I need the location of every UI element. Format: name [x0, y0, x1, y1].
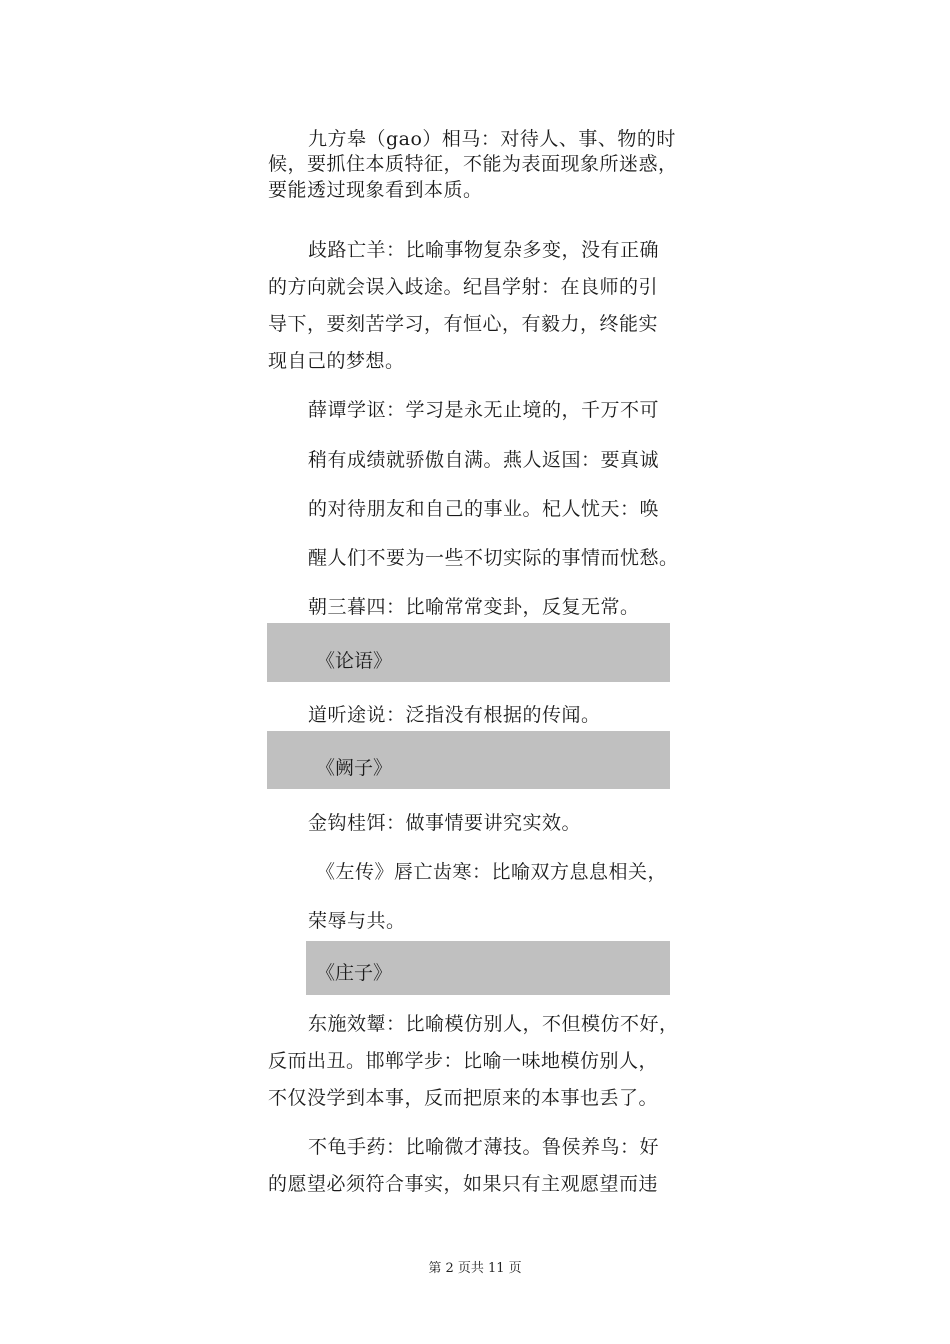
text-line: 候，要抓住本质特征，不能为表面现象所迷惑， [268, 153, 678, 175]
text-line: 的愿望必须符合事实，如果只有主观愿望而违 [268, 1173, 659, 1195]
text-line: 朝三暮四：比喻常常变卦，反复无常。 [308, 596, 640, 618]
text-line: 醒人们不要为一些不切实际的事情而忧愁。 [308, 547, 679, 569]
section-heading-title: 《论语》 [316, 650, 393, 672]
section-heading-title: 《庄子》 [316, 962, 393, 984]
text-line: 金钩桂饵：做事情要讲究实效。 [308, 812, 582, 834]
text-line: 导下，要刻苦学习，有恒心，有毅力，终能实 [268, 313, 659, 335]
text-line: 不仅没学到本事，反而把原来的本事也丢了。 [268, 1087, 659, 1109]
text-line: 歧路亡羊：比喻事物复杂多变，没有正确 [308, 239, 660, 261]
text-line: 稍有成绩就骄傲自满。燕人返国：要真诚 [308, 449, 660, 471]
text-line: 要能透过现象看到本质。 [268, 179, 483, 201]
text-line: 的方向就会误入歧途。纪昌学射：在良师的引 [268, 276, 659, 298]
text-line: 的对待朋友和自己的事业。杞人忧天：唤 [308, 498, 660, 520]
text-line: 九方皋（gao）相马：对待人、事、物的时 [308, 128, 676, 150]
text-line: 反而出丑。邯郸学步：比喻一味地模仿别人， [268, 1050, 659, 1072]
section-heading-title: 《阙子》 [316, 757, 393, 779]
text-line: 薛谭学讴：学习是永无止境的，千万不可 [308, 399, 660, 421]
text-line: 不龟手药：比喻微才薄技。鲁侯养鸟：好 [308, 1136, 660, 1158]
text-line: 东施效颦：比喻模仿别人，不但模仿不好， [308, 1013, 679, 1035]
text-line: 现自己的梦想。 [268, 350, 405, 372]
page-number-footer: 第 2 页共 11 页 [428, 1261, 522, 1276]
text-line: 荣辱与共。 [308, 910, 406, 932]
text-line: 道听途说：泛指没有根据的传闻。 [308, 704, 601, 726]
text-line: 《左传》唇亡齿寒：比喻双方息息相关， [316, 861, 668, 883]
